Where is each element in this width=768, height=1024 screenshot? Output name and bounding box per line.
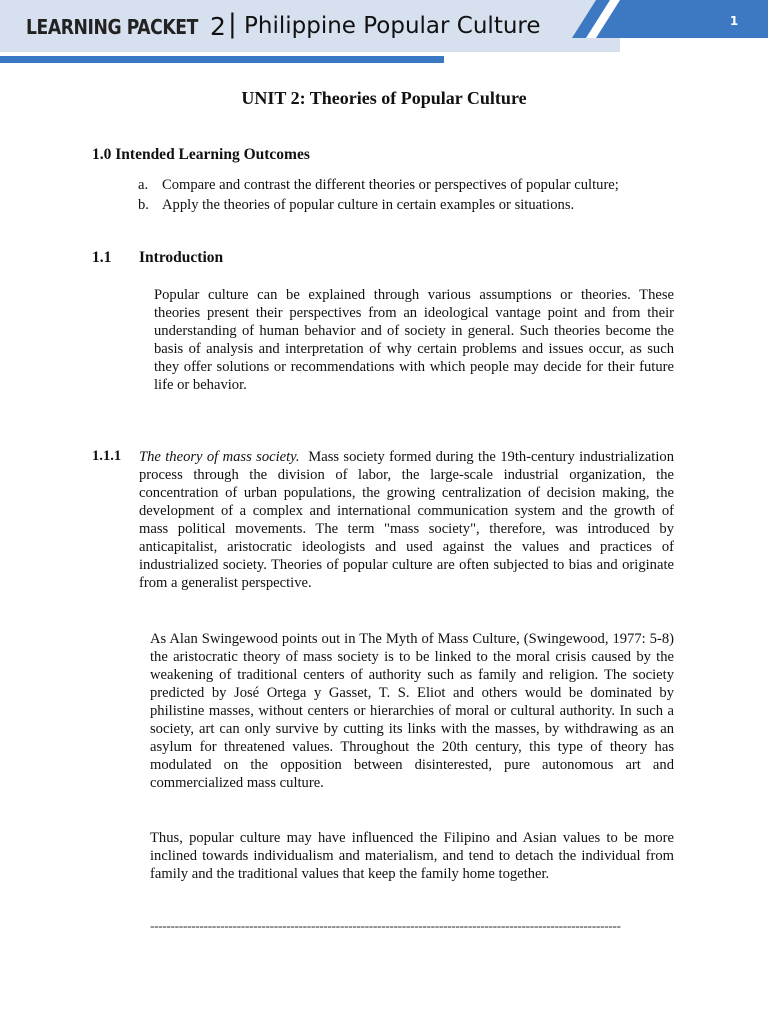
header-accent-line (0, 56, 444, 63)
chapter-title: Philippine Popular Culture (244, 13, 541, 39)
page-header (0, 0, 768, 64)
subsection-number: 1.1.1 (92, 448, 122, 464)
introduction-paragraph: Popular culture can be explained through various assumptions or theories. These theories present their perspectives from an ideological vantage point and from their understanding of human behavior and of society in general. Such theories become the basis of analysis and interpretation of why certain problems and issues occur, as such they offer solutions or recommendations with which people may decide for their future life or behavior. (154, 287, 674, 393)
swingewood-paragraph: As Alan Swingewood points out in The Myth of Mass Culture, (Swingewood, 1977: 5-8) the aristocratic theory of mass society is to be linked to the moral crisis caused by the weakening of traditional centers of authority such as family and religion. The society predicted by José Ortega y Gasset, T. S. Eliot and others would be dominated by philistine masses, without centers or hierarchies of moral or cultural authority. In such a society, art can only survive by cutting its links with the masses, by withdrawing as an asylum for threatened values. Throughout the 20th century, this type of theory has modulated on the opposition between disinterested, pure autonomous art and commercialized mass culture. (150, 631, 674, 791)
subsection-lead: The theory of mass society. (139, 449, 300, 465)
section-number: 1.1 (92, 249, 112, 266)
brand-logo-text: LEARNING PACKET (26, 15, 198, 39)
chapter-separator: | (228, 9, 237, 39)
dashed-separator: ------------------------------------------------------------------------------------------------------------------ (150, 918, 621, 933)
chapter-number: 2 (210, 12, 226, 41)
list-item-text: Compare and contrast the different theories or perspectives of popular culture; (162, 177, 619, 193)
outcomes-heading: 1.0 Intended Learning Outcomes (92, 146, 310, 163)
outcomes-list (138, 177, 674, 216)
list-item (138, 177, 674, 195)
list-marker: b. (138, 196, 149, 213)
list-item (138, 197, 674, 215)
list-item-text: Apply the theories of popular culture in certain examples or situations. (162, 196, 575, 213)
list-marker: a. (138, 177, 149, 193)
section-heading: Introduction (139, 249, 224, 266)
unit-title: UNIT 2: Theories of Popular Culture (241, 88, 527, 108)
mass-society-paragraph (139, 448, 674, 592)
filipino-values-paragraph: Thus, popular culture may have influenced the Filipino and Asian values to be more inclined towards individualism and materialism, and tend to detach the individual from family and the traditional values that keep the family home together. (150, 830, 674, 882)
mass-society-text: Mass society formed during the 19th-century industrialization process through the division of labor, the large-scale industrial organization, the concentration of urban populations, the growing centralization of decision making, the development of a complex and international communication system and the growth of mass political movements. The term "mass society", therefore, was introduced by anticapitalist, aristocratic ideologists and used against the values and practices of industrialized society. Theories of popular culture are often subjected to bias and originate from a generalist perspective. (139, 449, 674, 591)
page-number: 1 (729, 14, 739, 28)
